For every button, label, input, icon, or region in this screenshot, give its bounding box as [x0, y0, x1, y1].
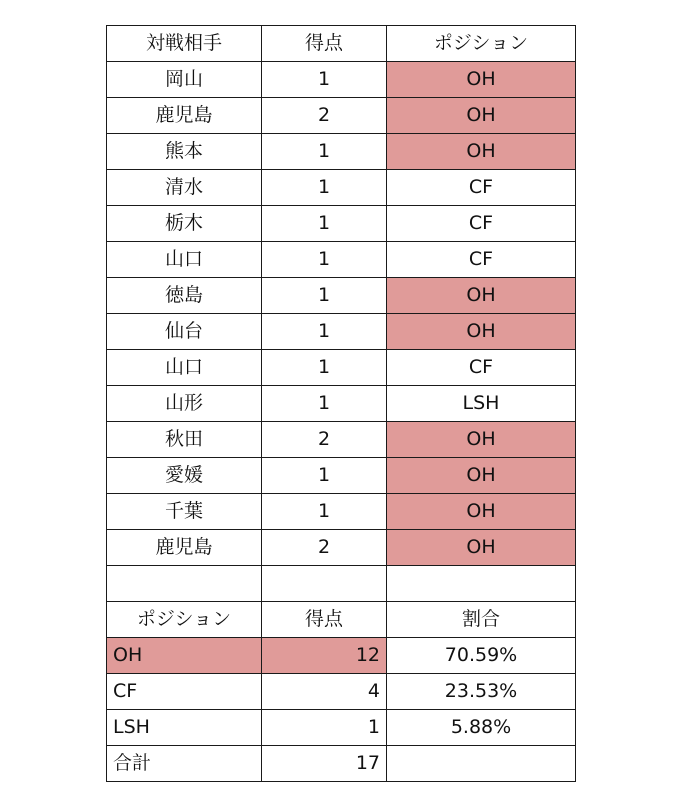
goals-cell[interactable]: 1 [262, 242, 387, 278]
opponent-cell[interactable]: 熊本 [107, 134, 262, 170]
header-row [107, 26, 576, 62]
summary-position-cell[interactable]: CF [107, 674, 262, 710]
match-row [107, 134, 576, 170]
goals-cell[interactable]: 1 [262, 350, 387, 386]
goals-cell[interactable]: 1 [262, 278, 387, 314]
goals-cell[interactable]: 1 [262, 134, 387, 170]
goals-cell[interactable]: 2 [262, 530, 387, 566]
position-cell[interactable]: CF [387, 242, 576, 278]
position-cell[interactable]: OH [387, 98, 576, 134]
summary-ratio-cell[interactable]: 5.88% [387, 710, 576, 746]
blank-cell[interactable] [107, 566, 262, 602]
goals-cell[interactable]: 1 [262, 314, 387, 350]
header-goals[interactable]: 得点 [262, 26, 387, 62]
match-row [107, 422, 576, 458]
position-cell[interactable]: OH [387, 422, 576, 458]
position-cell[interactable]: OH [387, 458, 576, 494]
position-cell[interactable]: CF [387, 170, 576, 206]
goals-cell[interactable]: 2 [262, 98, 387, 134]
match-row [107, 350, 576, 386]
position-cell[interactable]: OH [387, 314, 576, 350]
summary-position-cell[interactable]: LSH [107, 710, 262, 746]
match-row [107, 242, 576, 278]
total-goals[interactable]: 17 [262, 746, 387, 782]
match-row [107, 386, 576, 422]
summary-header-row [107, 602, 576, 638]
match-row [107, 494, 576, 530]
position-cell[interactable]: CF [387, 350, 576, 386]
match-row [107, 530, 576, 566]
match-row [107, 206, 576, 242]
goals-cell[interactable]: 1 [262, 62, 387, 98]
opponent-cell[interactable]: 愛媛 [107, 458, 262, 494]
total-label[interactable]: 合計 [107, 746, 262, 782]
position-cell[interactable]: OH [387, 494, 576, 530]
opponent-cell[interactable]: 岡山 [107, 62, 262, 98]
summary-row [107, 674, 576, 710]
opponent-cell[interactable]: 山口 [107, 242, 262, 278]
summary-ratio-cell[interactable]: 23.53% [387, 674, 576, 710]
opponent-cell[interactable]: 鹿児島 [107, 530, 262, 566]
opponent-cell[interactable]: 仙台 [107, 314, 262, 350]
goals-cell[interactable]: 1 [262, 170, 387, 206]
match-row [107, 170, 576, 206]
spreadsheet-table [106, 25, 576, 782]
opponent-cell[interactable]: 山形 [107, 386, 262, 422]
header-position[interactable]: ポジション [387, 26, 576, 62]
position-cell[interactable]: OH [387, 134, 576, 170]
opponent-cell[interactable]: 栃木 [107, 206, 262, 242]
summary-row [107, 710, 576, 746]
total-empty-cell[interactable] [387, 746, 576, 782]
opponent-cell[interactable]: 千葉 [107, 494, 262, 530]
goals-cell[interactable]: 1 [262, 206, 387, 242]
blank-cell[interactable] [387, 566, 576, 602]
goals-cell[interactable]: 1 [262, 386, 387, 422]
opponent-cell[interactable]: 徳島 [107, 278, 262, 314]
opponent-cell[interactable]: 鹿児島 [107, 98, 262, 134]
position-cell[interactable]: CF [387, 206, 576, 242]
goals-cell[interactable]: 1 [262, 494, 387, 530]
goals-cell[interactable]: 1 [262, 458, 387, 494]
header-opponent[interactable]: 対戦相手 [107, 26, 262, 62]
summary-row [107, 638, 576, 674]
match-row [107, 458, 576, 494]
summary-ratio-cell[interactable]: 70.59% [387, 638, 576, 674]
position-cell[interactable]: LSH [387, 386, 576, 422]
summary-goals-cell[interactable]: 4 [262, 674, 387, 710]
summary-goals-cell[interactable]: 12 [262, 638, 387, 674]
opponent-cell[interactable]: 清水 [107, 170, 262, 206]
match-row [107, 314, 576, 350]
blank-cell[interactable] [262, 566, 387, 602]
total-row [107, 746, 576, 782]
position-cell[interactable]: OH [387, 278, 576, 314]
opponent-cell[interactable]: 山口 [107, 350, 262, 386]
goals-cell[interactable]: 2 [262, 422, 387, 458]
blank-row [107, 566, 576, 602]
opponent-cell[interactable]: 秋田 [107, 422, 262, 458]
summary-goals-cell[interactable]: 1 [262, 710, 387, 746]
match-row [107, 98, 576, 134]
summary-position-cell[interactable]: OH [107, 638, 262, 674]
position-cell[interactable]: OH [387, 530, 576, 566]
position-cell[interactable]: OH [387, 62, 576, 98]
summary-header-ratio[interactable]: 割合 [387, 602, 576, 638]
match-row [107, 278, 576, 314]
match-row [107, 62, 576, 98]
summary-header-goals[interactable]: 得点 [262, 602, 387, 638]
summary-header-position[interactable]: ポジション [107, 602, 262, 638]
